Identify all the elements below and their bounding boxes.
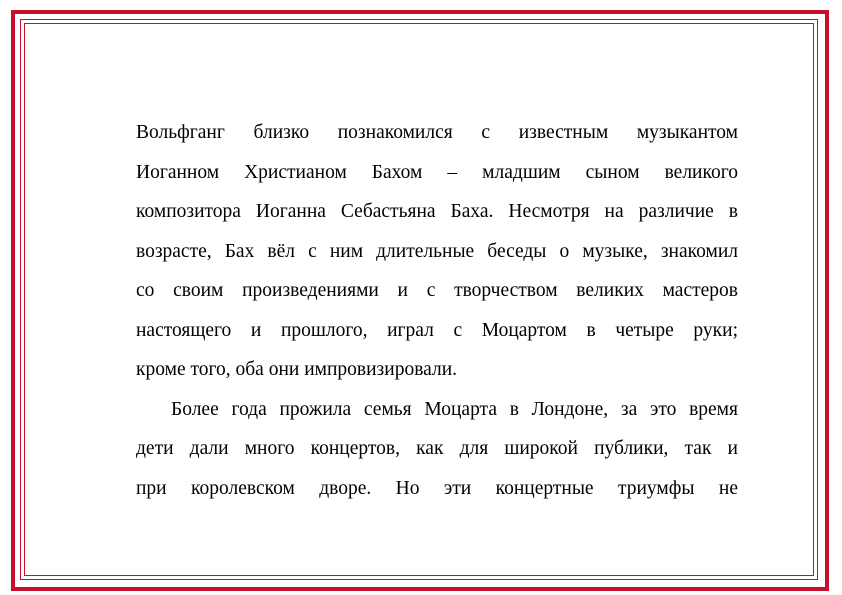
text-line-paragraph-start: Более года прожила семья Моцарта в Лондоне, за это время xyxy=(171,398,738,420)
document-text xyxy=(136,113,738,508)
text-line: дети дали много концертов, как для широкой публики, так и xyxy=(136,438,738,459)
text-line: настоящего и прошлого, играл с Моцартом в четыре руки; xyxy=(136,319,738,341)
text-line: возрасте, Бах вёл с ним длительные беседы о музыке, знакомил xyxy=(136,240,738,262)
text-line: Вольфганг близко познакомился с известным музыкантом xyxy=(136,122,738,143)
text-line: композитора Иоганна Себастьяна Баха. Несмотря на различие в xyxy=(136,201,738,222)
text-line: при королевском дворе. Но эти концертные триумфы не xyxy=(136,477,738,499)
text-line: со своим произведениями и с творчеством великих мастеров xyxy=(136,280,738,301)
text-line: Иоганном Христианом Бахом – младшим сыном великого xyxy=(136,161,738,183)
text-line-paragraph-end: кроме того, оба они импровизировали. xyxy=(136,359,458,380)
